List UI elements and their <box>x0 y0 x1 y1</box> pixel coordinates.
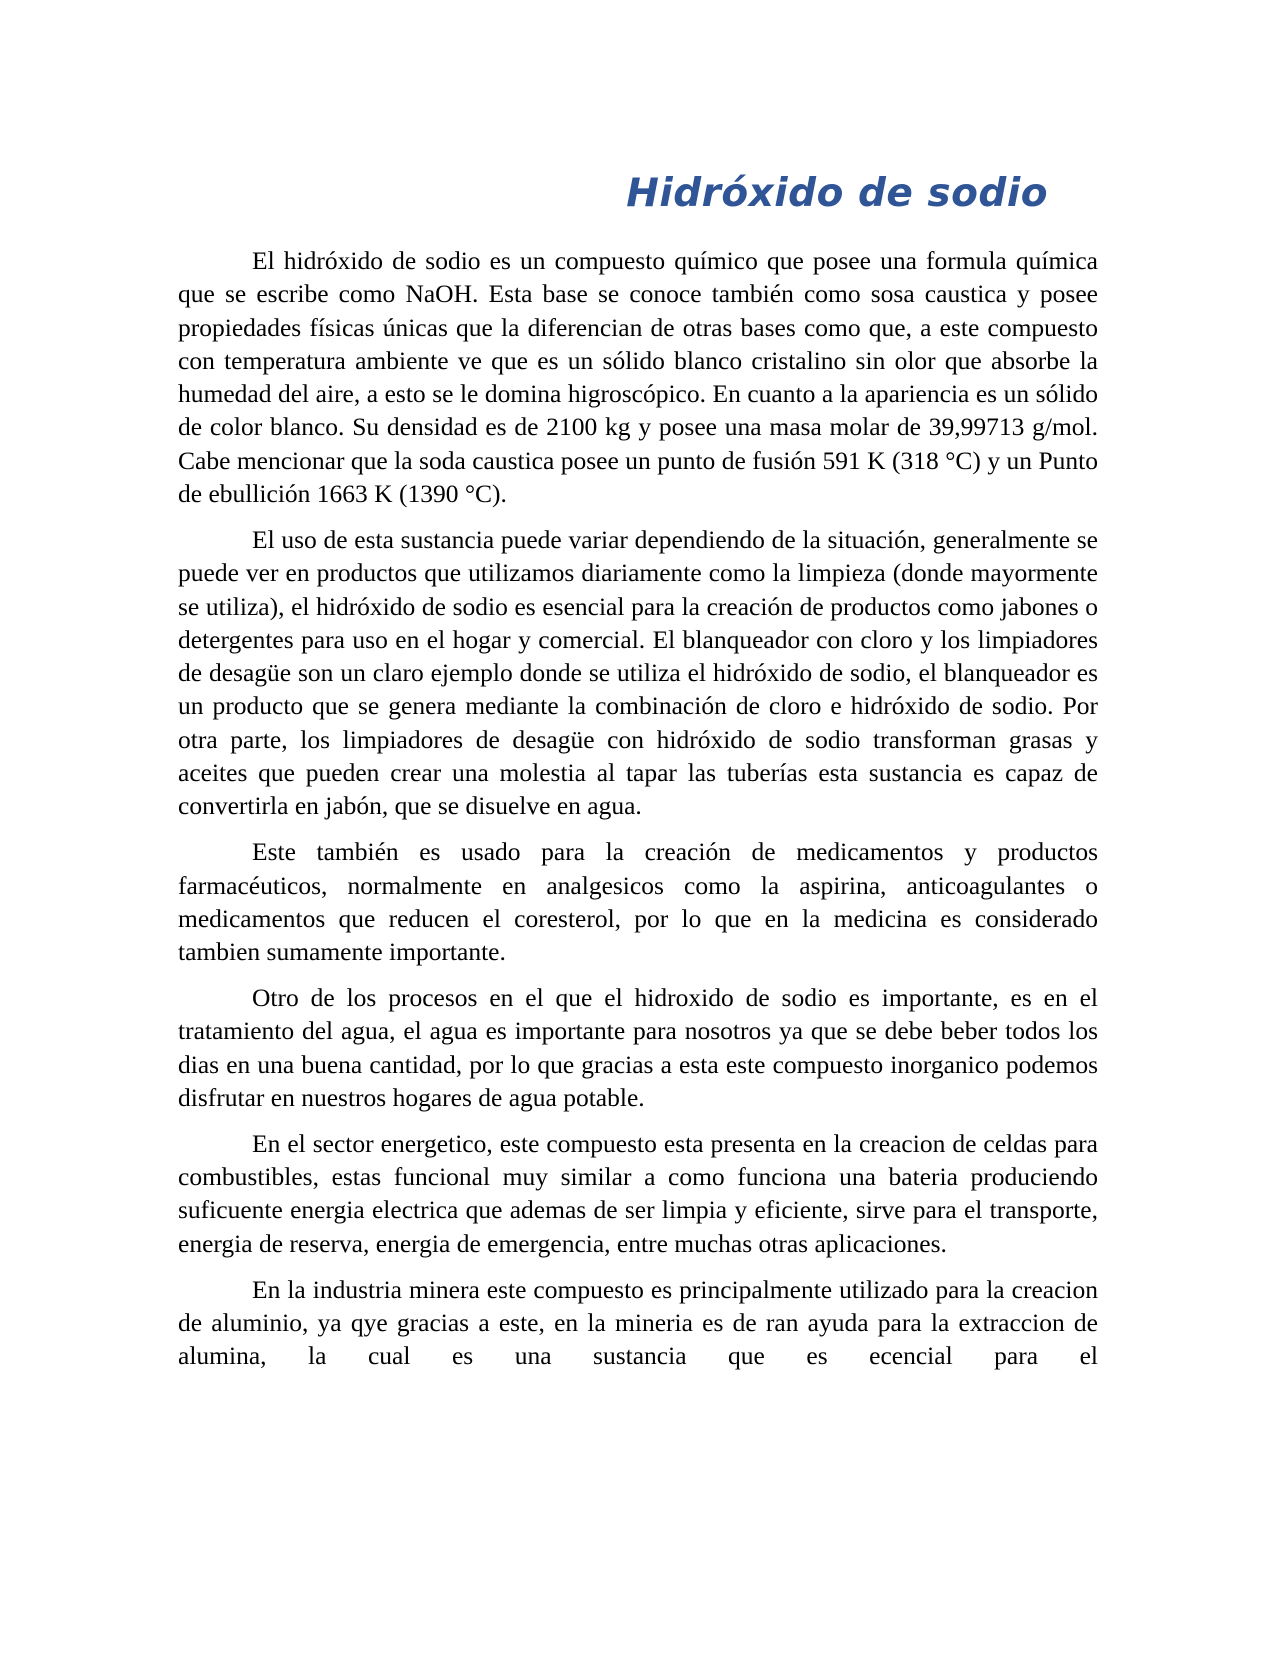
paragraph-pharmaceutical: Este también es usado para la creación de medicamentos y productos farmacéuticos, normalmente en analgesicos como la aspirina, anticoagulantes o medicamentos que reducen el coresterol, por lo que en la medicina es considerado tambien sumamente importante. <box>178 837 1098 967</box>
document-title <box>178 168 1048 220</box>
document-title-text: Hidróxido de sodio <box>626 171 1048 216</box>
paragraph-uses: El uso de esta sustancia puede variar dependiendo de la situación, generalmente se puede ver en productos que utilizamos diariamente como la limpieza (donde mayormente se utiliza), el hidróxido de sodio es esencial para la creación de productos como jabones o detergentes para uso en el hogar y comercial. El blanqueador con cloro y los limpiadores de desagüe son un claro ejemplo donde se utiliza el hidróxido de sodio, el blanqueador es un producto que se genera mediante la combinación de cloro e hidróxido de sodio. Por otra parte, los limpiadores de desagüe con hidróxido de sodio transforman grasas y aceites que pueden crear una molestia al tapar las tuberías esta sustancia es capaz de convertirla en jabón, que se disuelve en agua. <box>178 524 1098 821</box>
paragraph-energy: En el sector energetico, este compuesto esta presenta en la creacion de celdas para combustibles, estas funcional muy similar a como funciona una bateria produciendo suficuente energia electrica que ademas de ser limpia y eficiente, sirve para el transporte, energia de reserva, energia de emergencia, entre muchas otras aplicaciones. <box>178 1128 1098 1258</box>
document-body <box>178 244 1098 1385</box>
paragraph-mining: En la industria minera este compuesto es principalmente utilizado para la creacion de aluminio, ya qye gracias a este, en la mineria es de ran ayuda para la extraccion de alumina, la cual es una sustancia que es ecencial para el <box>178 1274 1098 1371</box>
paragraph-water-treatment: Otro de los procesos en el que el hidroxido de sodio es importante, es en el tratamiento del agua, el agua es importante para nosotros ya que se debe beber todos los dias en una buena cantidad, por lo que gracias a esta este compuesto inorganico podemos disfrutar en nuestros hogares de agua potable. <box>178 983 1098 1112</box>
paragraph-properties: El hidróxido de sodio es un compuesto químico que posee una formula química que se escribe como NaOH. Esta base se conoce también como sosa caustica y posee propiedades físicas únicas que la diferencian de otras bases como que, a este compuesto con temperatura ambiente ve que es un sólido blanco cristalino sin olor que absorbe la humedad del aire, a esto se le domina higroscópico. En cuanto a la apariencia es un sólido de color blanco. Su densidad es de 2100 kg y posee una masa molar de 39,99713 g/mol. Cabe mencionar que la soda caustica posee un punto de fusión 591 K (318 °C) y un Punto de ebullición 1663 K (1390 °C). <box>178 246 1098 509</box>
